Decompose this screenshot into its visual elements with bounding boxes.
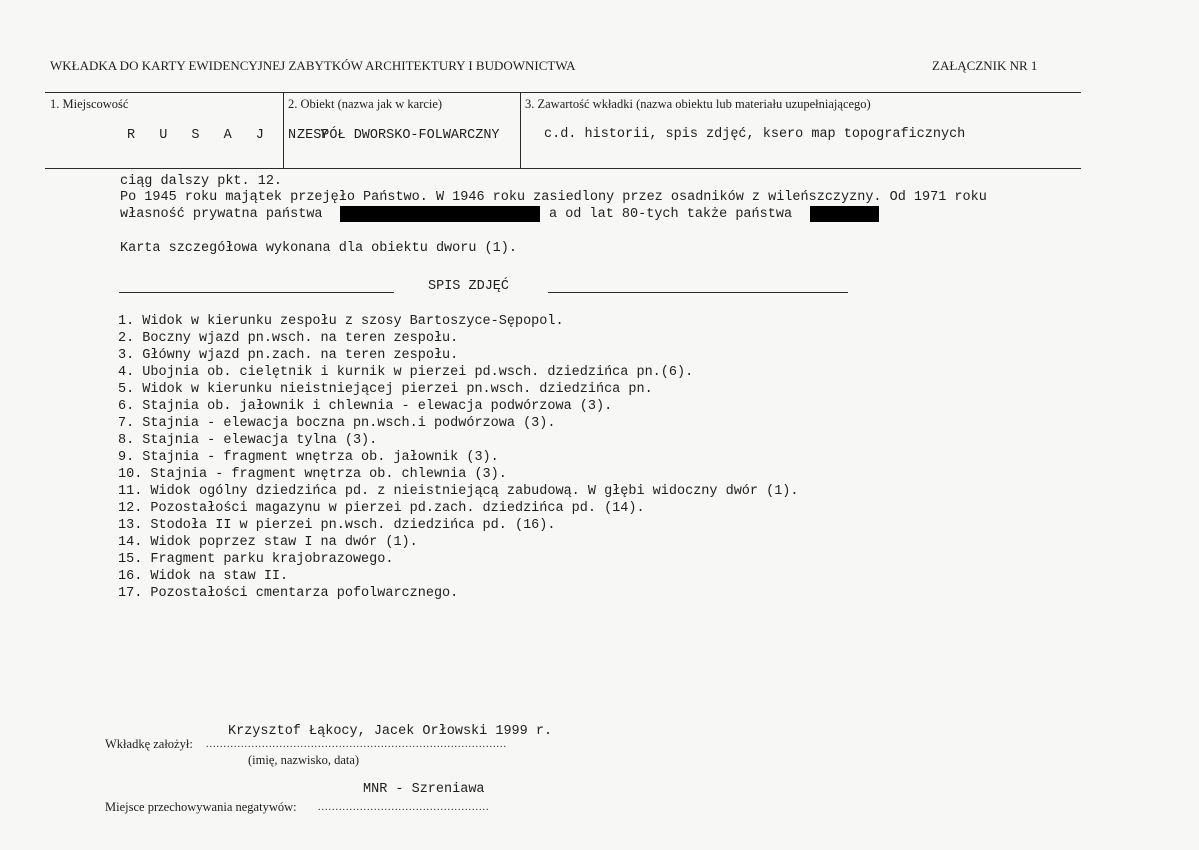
photo-list-item: 6. Stajnia ob. jałownik i chlewnia - elewacja podwórzowa (3). <box>118 399 613 414</box>
photo-list-item: 4. Ubojnia ob. cielętnik i kurnik w pierzei pd.wsch. dziedzińca pn.(6). <box>118 365 694 380</box>
field-value-contents: c.d. historii, spis zdjęć, ksero map topograficznych <box>544 127 966 142</box>
photo-list-item: 14. Widok poprzez staw I na dwór (1). <box>118 535 418 550</box>
detail-card-note: Karta szczegółowa wykonana dla obiektu dworu (1). <box>120 241 517 256</box>
author-caption: (imię, nazwisko, data) <box>248 753 360 767</box>
form-title: WKŁADKA DO KARTY EWIDENCYJNEJ ZABYTKÓW ARCHITEKTURY I BUDOWNICTWA <box>50 58 576 73</box>
annex-label: ZAŁĄCZNIK NR 1 <box>932 58 1038 73</box>
table-top-border <box>45 92 1081 93</box>
history-line-3b: a od lat 80-tych także państwa <box>549 207 793 222</box>
heading-rule-right <box>548 292 848 293</box>
history-line-1: ciąg dalszy pkt. 12. <box>120 174 283 189</box>
photo-list-item: 3. Główny wjazd pn.zach. na teren zespołu. <box>118 348 459 363</box>
field-value-object: ZESPÓŁ DWORSKO-FOLWARCZNY <box>297 128 500 143</box>
photo-list-item: 1. Widok w kierunku zespołu z szosy Bartoszyce-Sępopol. <box>118 314 564 329</box>
photo-list-heading: SPIS ZDJĘĆ <box>428 279 510 294</box>
photo-list-item: 8. Stajnia - elewacja tylna (3). <box>118 433 378 448</box>
photo-list-item: 17. Pozostałości cmentarza pofolwarcznego. <box>118 586 459 601</box>
table-bottom-border <box>45 168 1081 169</box>
storage-dotted-line: ................................................. <box>318 802 490 813</box>
redaction-bar <box>340 206 540 222</box>
photo-list-item: 7. Stajnia - elewacja boczna pn.wsch.i podwórzowa (3). <box>118 416 556 431</box>
photo-list-item: 5. Widok w kierunku nieistniejącej pierzei pn.wsch. dziedzińca pn. <box>118 382 653 397</box>
photo-list-item: 2. Boczny wjazd pn.wsch. na teren zespołu. <box>118 331 459 346</box>
field-label-contents: 3. Zawartość wkładki (nazwa obiektu lub materiału uzupełniającego) <box>525 97 871 111</box>
field-label-locality: 1. Miejscowość <box>50 97 129 111</box>
photo-list-item: 11. Widok ogólny dziedzińca pd. z nieistniejącą zabudową. W głębi widoczny dwór (1). <box>118 484 799 499</box>
photo-list-item: 9. Stajnia - fragment wnętrza ob. jałownik (3). <box>118 450 499 465</box>
field-value-locality: R U S A J N Y <box>127 128 337 143</box>
author-label: Wkładkę założył: <box>105 737 193 751</box>
field-label-object: 2. Obiekt (nazwa jak w karcie) <box>288 97 443 111</box>
author-value: Krzysztof Łąkocy, Jacek Orłowski 1999 r. <box>228 724 553 739</box>
photo-list-item: 15. Fragment parku krajobrazowego. <box>118 552 394 567</box>
photo-list-item: 12. Pozostałości magazynu w pierzei pd.zach. dziedzińca pd. (14). <box>118 501 645 516</box>
history-line-2: Po 1945 roku majątek przejęło Państwo. W 1946 roku zasiedlony przez osadników z wileńszczyzny. Od 1971 roku <box>120 190 987 205</box>
heading-rule-left <box>119 292 394 293</box>
storage-label: Miejsce przechowywania negatywów: <box>105 800 297 814</box>
history-line-3a: własność prywatna państwa <box>120 207 323 222</box>
photo-list-item: 10. Stajnia - fragment wnętrza ob. chlewnia (3). <box>118 467 507 482</box>
author-dotted-line: ...................................................................................... <box>206 739 507 750</box>
photo-list-item: 16. Widok na staw II. <box>118 569 289 584</box>
photo-list-item: 13. Stodoła II w pierzei pn.wsch. dziedzińca pd. (16). <box>118 518 556 533</box>
redaction-bar <box>810 206 879 222</box>
table-divider <box>520 92 521 169</box>
storage-value: MNR - Szreniawa <box>363 782 485 797</box>
